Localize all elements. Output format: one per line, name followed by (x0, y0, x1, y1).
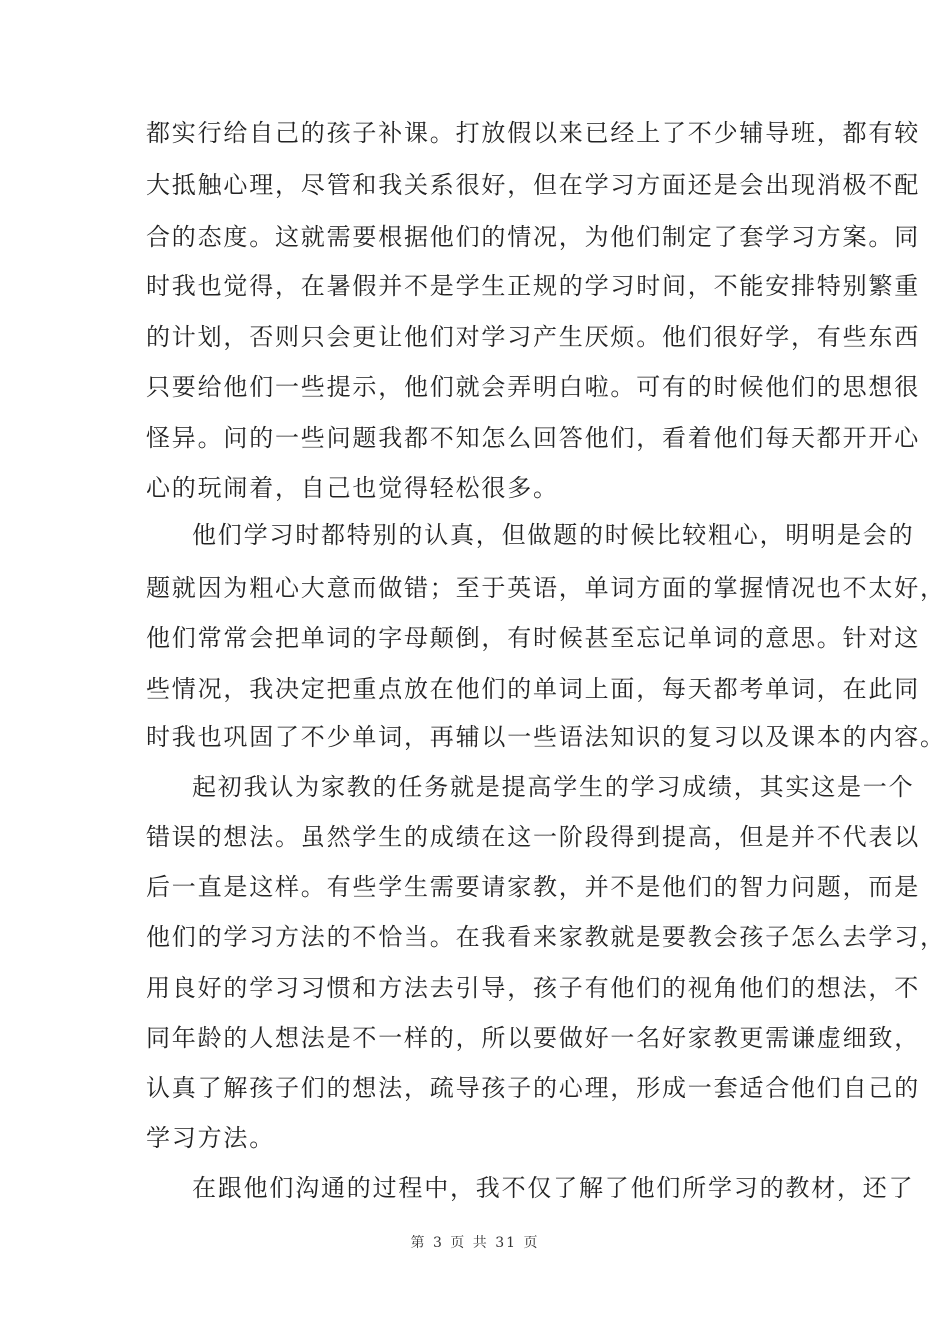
text-line: 错误的想法。虽然学生的成绩在这一阶段得到提高，但是并不代表以 (146, 823, 920, 851)
text-line: 心的玩闹着，自己也觉得轻松很多。 (146, 474, 559, 502)
text-line: 些情况，我决定把重点放在他们的单词上面，每天都考单词，在此同 (146, 675, 920, 703)
text-line: 后一直是这样。有些学生需要请家教，并不是他们的智力问题，而是 (146, 873, 920, 901)
text-line: 合的态度。这就需要根据他们的情况，为他们制定了套学习方案。同 (146, 223, 920, 251)
text-line: 用良好的学习习惯和方法去引导，孩子有他们的视角他们的想法，不 (146, 974, 920, 1002)
paragraph-first-line: 起初我认为家教的任务就是提高学生的学习成绩，其实这是一个 (192, 773, 915, 801)
text-line: 大抵触心理，尽管和我关系很好，但在学习方面还是会出现消极不配 (146, 171, 920, 199)
page-number-footer: 第 3 页 共 31 页 (410, 1235, 540, 1251)
paragraph-first-line: 在跟他们沟通的过程中，我不仅了解了他们所学习的教材，还了 (192, 1174, 915, 1202)
text-line: 题就因为粗心大意而做错；至于英语，单词方面的掌握情况也不太好， (146, 574, 946, 602)
text-line: 的计划，否则只会更让他们对学习产生厌烦。他们很好学，有些东西 (146, 323, 920, 351)
text-line: 他们常常会把单词的字母颠倒，有时候甚至忘记单词的意思。针对这 (146, 624, 920, 652)
text-line: 他们的学习方法的不恰当。在我看来家教就是要教会孩子怎么去学习， (146, 923, 946, 951)
text-line: 都实行给自己的孩子补课。打放假以来已经上了不少辅导班，都有较 (146, 119, 920, 147)
text-line: 只要给他们一些提示，他们就会弄明白啦。可有的时候他们的思想很 (146, 373, 920, 401)
text-line: 同年龄的人想法是不一样的，所以要做好一名好家教更需谦虚细致， (146, 1024, 920, 1052)
text-line: 时我也巩固了不少单词，再辅以一些语法知识的复习以及课本的内容。 (146, 723, 946, 751)
text-line: 学习方法。 (146, 1124, 275, 1152)
text-line: 时我也觉得，在暑假并不是学生正规的学习时间，不能安排特别繁重 (146, 272, 920, 300)
text-line: 认真了解孩子们的想法，疏导孩子的心理，形成一套适合他们自己的 (146, 1074, 920, 1102)
text-line: 怪异。问的一些问题我都不知怎么回答他们，看着他们每天都开开心 (146, 424, 920, 452)
paragraph-first-line: 他们学习时都特别的认真，但做题的时候比较粗心，明明是会的 (192, 521, 915, 549)
